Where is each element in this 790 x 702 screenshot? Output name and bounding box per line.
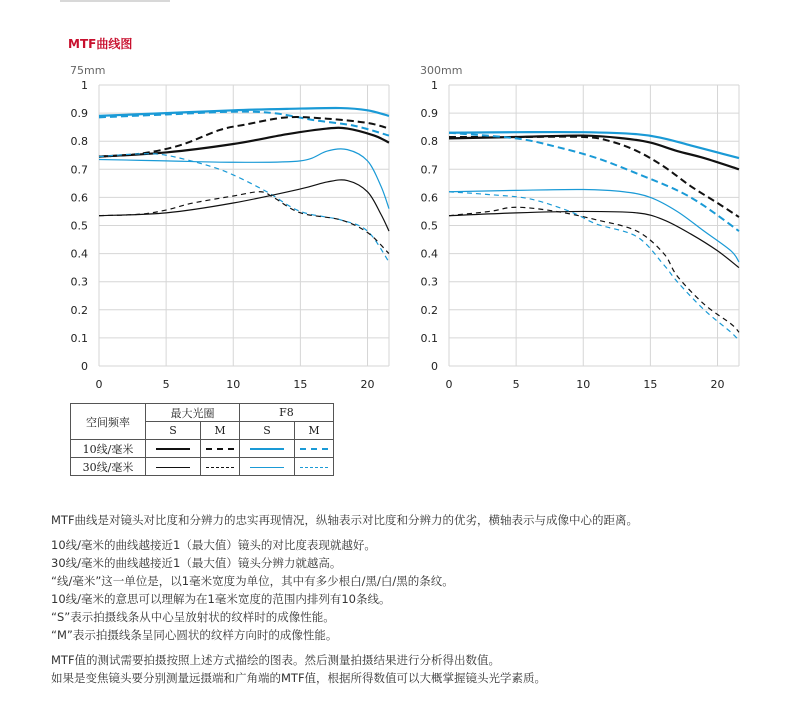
x-tick-label: 5 bbox=[512, 378, 520, 391]
description-line: 30线/毫米的曲线越接近1（最大值）镜头分辨力就越高。 bbox=[51, 556, 342, 570]
y-tick-label: 0.1 bbox=[70, 331, 88, 345]
chart-title: 300mm bbox=[420, 64, 463, 77]
description-line: 10线/毫米的曲线越接近1（最大值）镜头的对比度表现就越好。 bbox=[51, 538, 376, 552]
x-tick-label: 15 bbox=[643, 378, 658, 391]
description-line: “线/毫米”这一单位是，以1毫米宽度为单位，其中有多少根白/黑/白/黑的条纹。 bbox=[51, 574, 454, 588]
legend-swatch bbox=[240, 458, 295, 476]
y-tick-label: 0.6 bbox=[420, 191, 438, 205]
y-tick-label: 0.4 bbox=[420, 247, 438, 261]
y-tick-label: 0.3 bbox=[70, 275, 88, 289]
mtf-series-line bbox=[99, 180, 389, 231]
x-tick-label: 5 bbox=[162, 378, 170, 391]
y-tick-label: 0.2 bbox=[420, 303, 438, 317]
description-line: “M”表示拍摄线条呈同心圆状的纹样方向时的成像性能。 bbox=[51, 628, 338, 642]
description-line: MTF值的测试需要拍摄按照上述方式描绘的图表。然后测量拍摄结果进行分析得出数值。 bbox=[51, 653, 501, 667]
x-tick-label: 10 bbox=[226, 378, 241, 391]
mtf-series-line bbox=[99, 149, 389, 209]
description-paragraph: MTF曲线是对镜头对比度和分辨力的忠实再现情况，纵轴表示对比度和分辨力的优劣，横轴表示与成像中心的距离。 bbox=[51, 513, 639, 527]
mtf-series-line bbox=[99, 112, 389, 136]
y-tick-label: 0.8 bbox=[70, 135, 88, 149]
y-tick-label: 0.5 bbox=[70, 219, 88, 233]
x-tick-label: 20 bbox=[360, 378, 375, 391]
legend-col-m: M bbox=[295, 422, 334, 440]
legend-row-10lpmm: 10线/毫米 bbox=[71, 440, 146, 458]
y-tick-label: 0.9 bbox=[70, 107, 88, 121]
legend-row-30lpmm: 30线/毫米 bbox=[71, 458, 146, 476]
y-tick-label: 0.4 bbox=[70, 247, 88, 261]
legend-swatch bbox=[146, 440, 201, 458]
mtf-series-line bbox=[449, 136, 739, 170]
y-tick-label: 0.7 bbox=[420, 163, 438, 177]
mtf-series-line bbox=[99, 154, 389, 262]
x-tick-label: 10 bbox=[576, 378, 591, 391]
x-tick-label: 0 bbox=[445, 378, 453, 391]
legend-header-f8: F8 bbox=[240, 404, 334, 422]
mtf-series-line bbox=[449, 211, 739, 267]
legend-swatch bbox=[201, 440, 240, 458]
y-tick-label: 0.7 bbox=[70, 163, 88, 177]
legend-header-max-aperture: 最大光圈 bbox=[146, 404, 240, 422]
y-tick-label: 0 bbox=[81, 360, 88, 373]
page-title: MTF曲线图 bbox=[68, 37, 133, 51]
y-tick-label: 0.2 bbox=[70, 303, 88, 317]
legend-swatch bbox=[295, 440, 334, 458]
legend-swatch bbox=[146, 458, 201, 476]
y-tick-label: 0.8 bbox=[420, 135, 438, 149]
legend-swatch bbox=[295, 458, 334, 476]
y-tick-label: 0.6 bbox=[70, 191, 88, 205]
legend-header-spatial-frequency: 空间频率 bbox=[71, 404, 146, 440]
legend-swatch bbox=[240, 440, 295, 458]
x-tick-label: 0 bbox=[95, 378, 103, 391]
mtf-series-line bbox=[99, 117, 389, 157]
y-tick-label: 1 bbox=[431, 79, 438, 92]
description-line: 如果是变焦镜头要分别测量远摄端和广角端的MTF值，根据所得数值可以大概掌握镜头光学素质。 bbox=[51, 671, 547, 685]
legend-table bbox=[70, 403, 334, 476]
chart-title: 75mm bbox=[70, 64, 106, 77]
y-tick-label: 0.9 bbox=[420, 107, 438, 121]
x-tick-label: 20 bbox=[710, 378, 725, 391]
y-tick-label: 0 bbox=[431, 360, 438, 373]
legend-swatch bbox=[201, 458, 240, 476]
mtf-series-line bbox=[99, 128, 389, 157]
legend-col-s: S bbox=[240, 422, 295, 440]
y-tick-label: 0.1 bbox=[420, 331, 438, 345]
description-line: 10线/毫米的意思可以理解为在1毫米宽度的范围内排列有10条线。 bbox=[51, 592, 391, 606]
y-tick-label: 0.5 bbox=[420, 219, 438, 233]
mtf-series-line bbox=[449, 137, 739, 217]
x-tick-label: 15 bbox=[293, 378, 308, 391]
legend-col-s: S bbox=[146, 422, 201, 440]
y-tick-label: 0.3 bbox=[420, 275, 438, 289]
description-line: “S”表示拍摄线条从中心呈放射状的纹样时的成像性能。 bbox=[51, 610, 335, 624]
legend-col-m: M bbox=[201, 422, 240, 440]
y-tick-label: 1 bbox=[81, 79, 88, 92]
